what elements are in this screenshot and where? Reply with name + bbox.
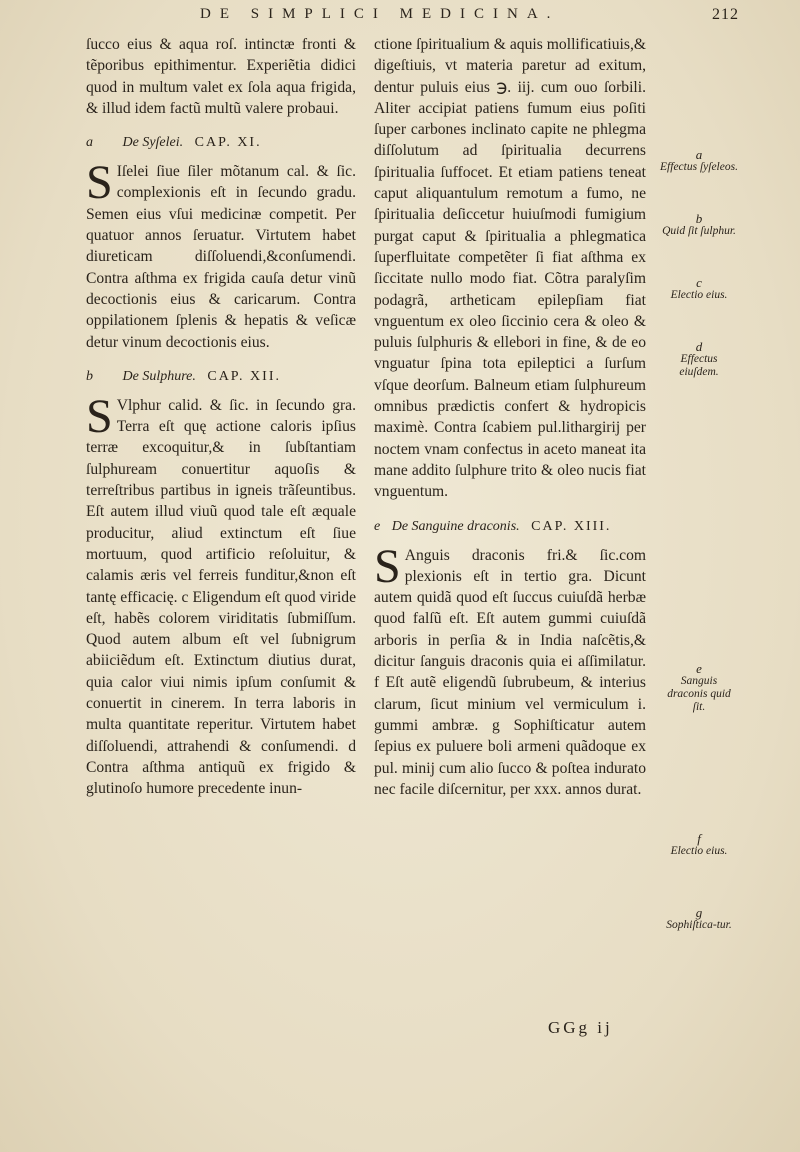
chapter-xiii-body	[374, 539, 646, 801]
chapter-xii-body	[86, 389, 356, 800]
marginal-b-text: Quid ſit ſulphur.	[662, 225, 736, 237]
chapter-xi-title: De Syſelei.	[122, 135, 184, 151]
marginal-f-letter: f	[697, 831, 701, 846]
continuation-paragraph: ctione ſpiritualium & aquis mollificatiuis,& digeſtiuis, vt materia paretur ad exitum, dentur puluis eius ℈. iij. cum ouo ſorbili. Aliter accipiat patiens fumum eius poſiti ſuper carbones inclinato capite ne phlegma diſſolutum ad ſpiritualia decurrens ſpiritualia ſuffocet. Et etiam patiens teneat caput aliquantulum remotum a fumo, ne ſpiritualia deſiccetur huiuſmodi fumigium purgat caput & ſpiritualia a phlegmatica ſuperfluitate competẽter ſi fiat aſthma ex ſiccitate nullo modo fiat. Cõtra paralyſim podagrã, artheticam epilepſiam fiat vnguentum ex oleo ſiccinio cera & oleo & puluis ſulphuris & ellebori in fine, & de eo vnguatur ſpina tota epileptici a ſurſum vſque deorſum. Balneum etiam ſulphureum omnibus prædictis confert & hydropicis maximè. Contra ſcabiem pul.lithargirij per noctem vnam confectus in aceto maneat ita mane addito ſulphure trito & oleo nucis fiat vnguentum.	[374, 36, 646, 501]
chapter-xi-mark: a	[86, 135, 93, 151]
marginal-e-letter: e	[696, 661, 702, 676]
marginal-a-text: Effectus ſyſeleos.	[660, 161, 738, 173]
marginal-d-text: Effectus eiuſdem.	[679, 353, 719, 378]
marginal-e-text: Sanguis draconis quid ſit.	[667, 675, 731, 713]
chapter-xiii-title: De Sanguine draconis.	[391, 518, 520, 534]
chapter-xii-mark: b	[86, 368, 93, 384]
marginal-c-text: Electio eius.	[670, 289, 728, 301]
running-head: DE SIMPLICI MEDICINA.	[200, 6, 560, 22]
signature-mark: GGg ij	[548, 1018, 613, 1037]
chapter-xiii-mark: e	[374, 518, 381, 534]
marginal-d-letter: d	[695, 339, 703, 354]
chapter-xi-text: Iſelei ſiue ſiler mõtanum cal. & ſic. complexionis eſt in ſecundo gradu. Semen eius vſui medicinæ competit. Per quatuor annos ſeruatur. Virtutem habet diureticam diſſoluendi,&conſumendi. Contra aſthma ex frigida cauſa detur vinũ decoctionis eius & caricarum. Contra oppilationem ſplenis & hepatis & veſicæ detur vinum decoctionis eius.	[86, 163, 356, 351]
marginal-note-e	[660, 662, 738, 714]
marginal-note-g	[660, 906, 738, 932]
marginal-g-text: Sophiſtica-tur.	[666, 919, 732, 931]
chapter-xii-text: Vlphur calid. & ſic. in ſecundo gra. Terra eſt quę actione caloris ipſius terræ excoquitur,& in ſubſtantiam ſulphuream conuertitur aquoſis & terreſtribus partibus in igneis trãſeuntibus. Eſt autem illud viuũ quod tale eſt æquale producitur, aliud extinctum eſt ſiue mortuum, quod artificio reſoluitur, & calamis æris vel ferreis funditur,&non eſt tantę efficacię. c Eligendum eſt quod viride eſt, habẽs colorem viriditatis ſubmiſſum. Quod autem album eſt vel ſubnigrum abiiciẽdum eſt. Extinctum diutius durat, quia calor viui nimis ipſum conſumit & conuertit in cinerem. In terra laboris in multa quantitate reperitur. Virtutem habet diſſoluendi, attrahendi & conſumendi. d Contra aſthma antiquũ ex frigido & glutinoſo humore precedente inun-	[86, 396, 356, 798]
folio-number: 212	[712, 6, 739, 23]
marginal-note-c	[660, 276, 738, 302]
marginal-b-letter: b	[695, 211, 703, 226]
chapter-xii-title: De Sulphure.	[122, 368, 196, 384]
marginal-c-letter: c	[696, 275, 702, 290]
chapter-xiii-text: Anguis draconis fri.& ſic.com plexionis eſt in tertio gra. Dicunt autem quidã quod eſt ſuccus cuiuſdã herbæ quod falſũ eſt. Eſt autem gummi cuiuſdã arboris in perſia & in India naſcẽtis,& dicitur ſanguis draconis quia ei aſſimilatur. f Eſt autẽ eligendũ ſubrubeum, & interius clarum, ſicut minium vel vermiculum i. gummi ambræ. g Sophiſticatur autem ſepius ex puluere boli armeni quãdoque ex pul. minij cum alio ſucco & poſtea indurato nec facile diſcernitur, per xxx. annos durat.	[374, 546, 646, 798]
chapter-xiii-dropcap: S	[374, 539, 401, 593]
chapter-xii-cap: CAP. XII.	[207, 368, 281, 384]
chapter-xii-heading	[86, 367, 356, 387]
left-column	[86, 34, 356, 800]
chapter-xii-dropcap: S	[86, 389, 113, 443]
chapter-xi-dropcap: S	[86, 156, 113, 210]
right-column	[374, 34, 646, 800]
marginal-note-a	[660, 148, 738, 174]
marginal-note-d	[660, 340, 738, 379]
chapter-xi-heading	[86, 133, 356, 153]
chapter-xi-body	[86, 156, 356, 353]
marginal-f-text: Electio eius.	[670, 845, 728, 857]
chapter-xiii-heading	[374, 517, 646, 537]
chapter-xiii-cap: CAP. XIII.	[531, 518, 612, 534]
marginal-note-f	[660, 832, 738, 858]
marginal-note-b	[660, 212, 738, 238]
marginal-a-letter: a	[695, 147, 703, 162]
chapter-xi-cap: CAP. XI.	[194, 135, 262, 151]
marginal-g-letter: g	[695, 905, 703, 920]
intro-paragraph: ſucco eius & aqua roſ. intinctæ fronti & tẽporibus epithimentur. Experiẽtia didici quod in multum valet ex ſola aqua frigida, & illud idem factũ multũ valere probaui.	[86, 36, 356, 117]
